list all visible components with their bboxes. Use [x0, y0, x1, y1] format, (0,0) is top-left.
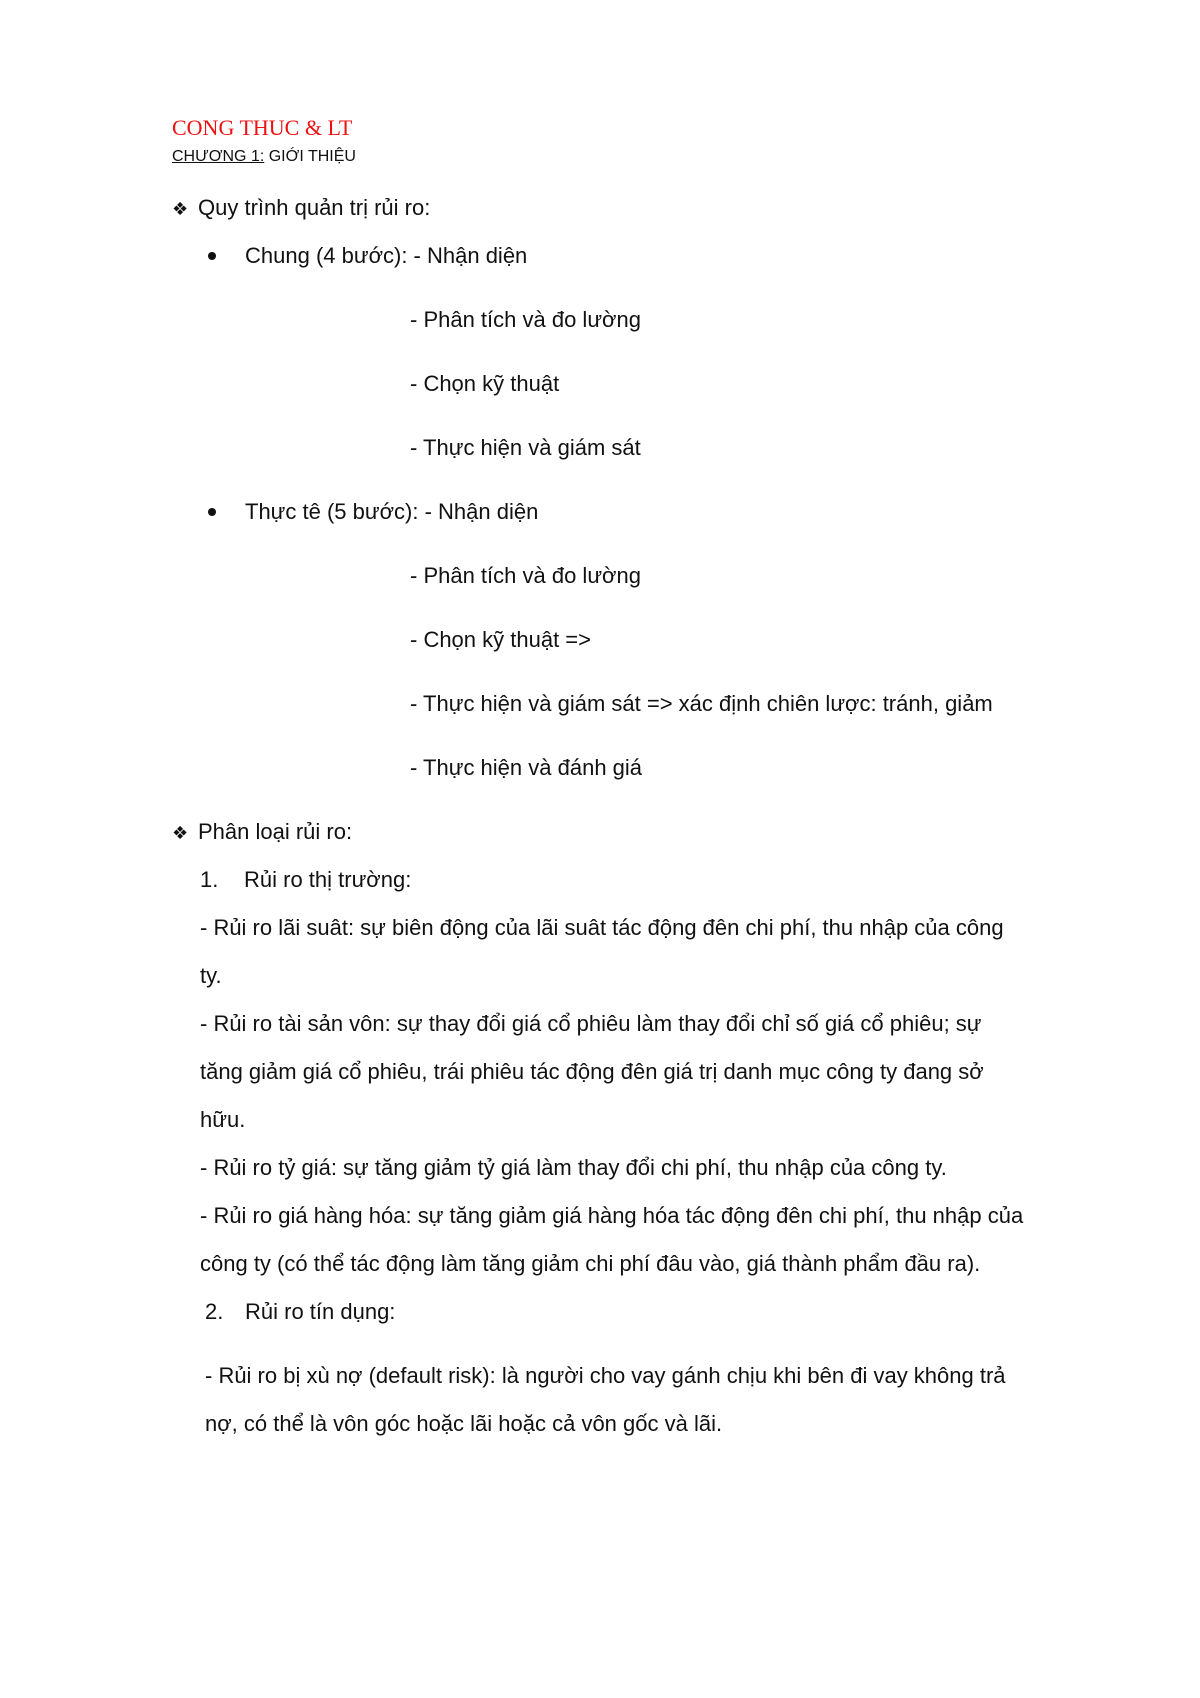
- general-step: - Thực hiện và giám sát: [410, 435, 641, 460]
- practical-step: - Phân tích và đo lường: [410, 563, 641, 588]
- general-step: - Chọn kỹ thuật: [410, 371, 560, 396]
- item-number: 2.: [205, 1299, 224, 1324]
- paragraph-line: công ty (có thể tác động làm tăng giảm chi phí đâu vào, giá thành phẩm đầu ra).: [200, 1251, 981, 1276]
- section-risk-classification-heading: [172, 818, 352, 847]
- paragraph-line: - Rủi ro giá hàng hóa: sự tăng giảm giá hàng hóa tác động đên chi phí, thu nhập của: [200, 1203, 1024, 1228]
- document-title: CONG THUC & LT: [172, 115, 353, 140]
- diamond-bullet-icon: ❖: [172, 199, 189, 219]
- practical-process-lead: Thực tê (5 bước): - Nhận diện: [245, 499, 539, 524]
- diamond-bullet-icon: ❖: [172, 823, 189, 843]
- practical-step: - Chọn kỹ thuật =>: [410, 627, 591, 652]
- bullet-dot-icon: [208, 508, 216, 516]
- section-heading-text: Phân loại rủi ro:: [198, 819, 353, 844]
- practical-step: - Thực hiện và đánh giá: [410, 755, 643, 780]
- paragraph-line: - Rủi ro bị xù nợ (default risk): là người cho vay gánh chịu khi bên đi vay không trả: [205, 1363, 1006, 1388]
- paragraph-line: ty.: [200, 963, 222, 988]
- item-number: 1.: [200, 867, 219, 892]
- practical-step: - Thực hiện và giám sát => xác định chiên lược: tránh, giảm: [410, 691, 993, 716]
- chapter-label: CHƯƠNG 1:: [172, 148, 265, 165]
- general-step: - Phân tích và đo lường: [410, 307, 641, 332]
- item-label: Rủi ro thị trường:: [244, 867, 412, 892]
- chapter-name: GIỚI THIỆU: [264, 148, 356, 165]
- paragraph-line: nợ, có thể là vôn góc hoặc lãi hoặc cả vôn gốc và lãi.: [205, 1411, 723, 1436]
- item-label: Rủi ro tín dụng:: [245, 1299, 396, 1324]
- paragraph-line: hữu.: [200, 1107, 246, 1132]
- section-heading-text: Quy trình quản trị rủi ro:: [198, 195, 431, 220]
- section-risk-process-heading: [172, 194, 430, 223]
- numbered-item-credit-risk: [205, 1298, 395, 1326]
- numbered-item-market-risk: [200, 866, 411, 894]
- paragraph-line: - Rủi ro tài sản vôn: sự thay đổi giá cổ phiêu làm thay đổi chỉ số giá cổ phiêu; sự: [200, 1011, 982, 1036]
- paragraph-line: - Rủi ro lãi suât: sự biên động của lãi suât tác động đên chi phí, thu nhập của công: [200, 915, 1004, 940]
- paragraph-line: tăng giảm giá cổ phiêu, trái phiêu tác động đên giá trị danh mục công ty đang sở: [200, 1059, 984, 1084]
- bullet-dot-icon: [208, 252, 216, 260]
- paragraph-line: - Rủi ro tỷ giá: sự tăng giảm tỷ giá làm thay đổi chi phí, thu nhập của công ty.: [200, 1155, 947, 1180]
- chapter-heading: [172, 146, 356, 168]
- general-process-lead: Chung (4 bước): - Nhận diện: [245, 243, 528, 268]
